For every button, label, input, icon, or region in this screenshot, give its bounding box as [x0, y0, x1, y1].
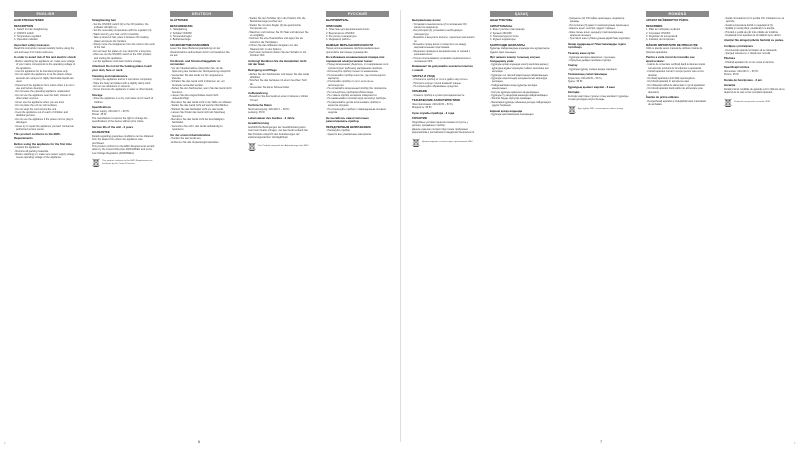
section-heading: Înainte de prima utilizare [646, 95, 679, 100]
list-item: - Wischen Sie das Gehäuse mit einem feuchten Tuch ab. [248, 79, 307, 86]
list-item: - Не используйте прибор с поврежденным сетевым шнуром. [326, 107, 386, 115]
paragraph: Электропитание: 220-240 В ~ 50 Гц [412, 103, 454, 107]
disposal-text: Produsul corespunde cerințelor CEM. [734, 100, 771, 103]
list-item: - Unpack the appliance. [14, 146, 41, 150]
list-item: - Nu înfășurați cablul de alimentare în jurul aparatului. [646, 83, 706, 87]
list-item: - Do not leave the operating appliance unattended. [14, 90, 71, 94]
section-heading: Service life of the unit - 3 years [92, 124, 134, 129]
paragraph: Мощность: 35 Вт [412, 106, 432, 110]
section-heading: Aufbewahrung [248, 90, 268, 95]
paragraph: This product conforms to the EMC-Requirements as laid down by the Council Directive 2004/108/EC and to the Low Voltage Regulation (2006/95/EC). [92, 144, 155, 155]
list-item: - Păstrați aparatul într-un loc uscat și răcoros. [724, 61, 775, 65]
list-item: - Қосулы құралды қараусыз қалдырмаңыз. [490, 90, 540, 94]
list-item: - Не наматывайте сетевой шнур на корпус прибора. [326, 97, 387, 101]
list-item: - Prindeți o șuviță de păr între plăcile de încălzire. [724, 30, 779, 34]
section-heading: ХРАНЕНИЕ [412, 89, 428, 94]
list-item: - Versuchen Sie nicht, das Gerät selbständig zu reparieren. [170, 124, 223, 132]
paragraph: Қоректену: 220-240 В ~ 50 Гц [568, 77, 602, 81]
list-item: - Құралды тек тікелей мақсатында пайдаланыңыз. [490, 73, 549, 77]
list-item: - После использования установите выключатель в положение OFF. [412, 56, 471, 64]
list-item: - Stellen Sie den Schalter (2) in die Position ON, die Betriebsanzeige leuchtet auf. [248, 17, 306, 24]
list-item: - Never try to repair the appliance yourself. Contact an authorized service center. [14, 124, 75, 131]
list-item: - Unplug the appliance and let it cool down completely. [92, 78, 153, 82]
list-item: - Do not keep the plates on one strand for a long time. [92, 49, 152, 53]
list-item: - Wickeln Sie das Netzkabel nicht um das Gerät. [170, 107, 224, 111]
paragraph: Alimentare: 220-240 V ~ 50 Hz [724, 70, 759, 74]
paragraph: Ausführliche Bedingungen der Gewährleistung kann man beim Dealer erfragen, der das Gerät verkauft hat. [248, 125, 309, 133]
text-column [646, 11, 709, 436]
list-item: - Не ставьте прибор на мягкие поверхности. [326, 94, 378, 98]
section-heading: Pentru a evita riscul de incendiu sau electrocutare: [646, 55, 695, 63]
list-item: - Құралды құрғақ, салқын жерде сақтаңыз. [568, 68, 618, 72]
list-item: - Установите выключатель (2) в положение ON, загорится индикатор. [412, 22, 468, 29]
crossed-bin-icon [724, 98, 732, 107]
paragraph: Citiți cu atenție acest manual de utilizare înainte de folosirea aparatului. [646, 47, 703, 54]
text-column [92, 11, 155, 436]
list-item: 3. Temperaturregler [170, 35, 192, 38]
list-item: - Распакуйте прибор. [326, 129, 351, 133]
list-item: 3. Temperature regulator [14, 35, 42, 38]
disposal-notice [248, 142, 311, 151]
language-header: РУССКИЙ [326, 11, 389, 17]
list-item: 4. Operation indicator [14, 38, 38, 42]
paragraph: Подробные условия гарантии можно получить у дилера, продавшего прибор. [412, 121, 468, 128]
list-item: - Set the ON/OFF switch (2) to the ON position, the indicator will light up. [92, 22, 149, 29]
list-item: - Benutzen Sie das Gerät nicht bei beschädigtem Netzkabel. [170, 117, 225, 125]
list-item: - After use set the ON/OFF switch to the OFF position and unplug the appliance. [92, 53, 152, 60]
text-column [568, 11, 631, 436]
list-item: - Benutzen Sie das Gerät nicht in der Nähe von Wasser. [170, 100, 233, 104]
paragraph: Details regarding guarantee conditions can be obtained from the dealer from whom the appliance was purchased. [92, 134, 154, 145]
list-item: - Ziehen Sie den Netzstecker, wenn Sie das Gerät nicht benutzen. [170, 87, 232, 94]
list-item: - Stellen Sie mit dem Regler (3) die gewünschte Temperatur ein. [248, 23, 301, 31]
section-heading: Не пытайтесь самостоятельно ремонтировать прибор. [326, 115, 369, 124]
page-number-left: 6 [198, 439, 201, 444]
section-heading: ТЕХНИЧЕСКИЕ ХАРАКТЕРИСТИКИ [412, 98, 460, 103]
list-item: - Waschen und trocknen Sie Ihr Haar und kämmen Sie es sorgfältig. [248, 30, 309, 38]
section-heading: ВАЖНЫЕ МЕРЫ БЕЗОПАСНОСТИ [326, 42, 374, 47]
section-heading: GUARANTEE [92, 130, 110, 135]
list-item: - Не используйте абразивные средства. [412, 85, 459, 89]
section-heading: Reinigung und Pflege [248, 68, 277, 73]
list-item: - Do not use abrasives or solvents. [92, 85, 131, 89]
list-item: - Take a strand of hair, place it between the heating plates and press the handles. [92, 36, 149, 43]
section-heading: HAIR STRAIGHTENER [14, 18, 44, 22]
paragraph: Power: 35 W [92, 113, 107, 117]
section-heading: Straightening hair [92, 18, 116, 22]
section-heading: DESCRIERE [646, 23, 663, 28]
list-item: 4. Betriebsanzeige [170, 38, 191, 42]
list-item: - Nu folosiți aparatul în apropierea apei. [646, 80, 690, 84]
section-heading: Atenție! Nu atingeți plăcile fierbinți cu pielea. [724, 38, 784, 43]
paragraph: Read this instruction manual carefully before using the unit and keep it for future reference. [14, 47, 75, 54]
list-item: - Entfernen Sie alle Verpackungsmaterialien. [170, 140, 220, 144]
section-heading: Назар аударыңыз! Пластиналарды теріге тигізбеңіз. [568, 41, 626, 50]
list-item: - Before switching on, make sure power supply voltage meets operating voltage of the appliance. [14, 152, 75, 160]
list-item: - Wipe the body and plates with a slightly damp cloth. [92, 81, 151, 85]
section-heading: Тазалау және күтім [568, 51, 595, 56]
footer-right-mark: 1 [794, 441, 796, 445]
list-item: - Nehmen Sie eine Haarsträhne und legen Sie sie zwischen die Heizplatten. [248, 37, 304, 44]
list-item: - Lassen Sie das eingeschaltete Gerät nicht unbeaufsichtigt. [170, 94, 219, 101]
section-heading: Specificații tehnice [724, 65, 750, 70]
paragraph: Stromversorgung: 220-240 V ~ 50 Hz [248, 107, 290, 111]
list-item: - Înainte de conectare verificați dacă tensiunea rețelei corespunde tensiunii de funcționare a aparatului. [646, 63, 706, 70]
list-item: - Do not wrap the cord around the unit. [14, 107, 57, 111]
paragraph: Перед использованием прибора внимательно прочитайте настоящее руководство. [326, 47, 380, 54]
disposal-text: Бұл бұйым ЭМС талаптарына сәйкес келеді. [578, 107, 624, 110]
list-item: - Отключите прибор от сети и дайте ему остыть. [412, 78, 469, 82]
page-fold [400, 10, 401, 442]
paragraph: Putere: 35 W [724, 73, 739, 77]
section-heading: Storage [92, 92, 103, 97]
paragraph: Power supply: 220-240 V ~ 50 Hz [92, 109, 130, 113]
list-item: - Не разрешайте детям использовать прибор в качестве игрушки. [326, 100, 381, 108]
section-heading: Бірінші қосар алдында [490, 108, 523, 113]
list-item: - Удалите все упаковочные материалы. [326, 132, 372, 136]
list-item: - Регулятором (3) установите необходимую температуру. [412, 29, 463, 36]
list-item: 1. Шаш түзеткіш пластиналар [490, 28, 525, 32]
disposal-text: Das Produkt entspricht den Anforderungen der EMV. [258, 145, 309, 148]
section-heading: Attention! Do not let the heating plates touch your skin, face or neck. [92, 64, 152, 73]
list-item: - Do not use the appliance near the bath, shower or other water sources. [14, 93, 71, 101]
crossed-bin-icon [568, 105, 576, 114]
section-heading: Gewährleistung [248, 121, 269, 126]
paragraph: Данное изделие соответствует всем требуемым европейским и российским стандартам безопасности. [412, 127, 475, 135]
list-item: - Do not use the appliance if the power cord or plug is damaged. [14, 117, 74, 125]
list-item: 1. Haarglättung [170, 28, 188, 32]
section-heading: ОПИСАНИЕ [326, 23, 343, 28]
list-item: 1. Пластины для выпрямления волос [326, 28, 370, 32]
list-item: 2. Қосқыш ON/OFF [490, 31, 512, 35]
text-column [248, 11, 311, 436]
list-item: - Store the appliance in a dry, cool place out of reach of children. [92, 97, 154, 104]
list-item: - Балаларға құралды ойыншық ретінде пайдалануға рұқсат бермеңіз. [490, 100, 551, 108]
list-item: - Пайдаланбаған кезде құралды желіден ажыратыңыз. [490, 83, 538, 91]
section-heading: ШАШ ТҮЗЕТКІШ [490, 18, 513, 22]
list-item: - Медленно проведите выпрямителем от корней к кончикам волос. [412, 49, 470, 57]
list-item: 4. Indicator de funcționare [646, 38, 675, 42]
paragraph: Қуаты: 35 Вт [568, 80, 583, 84]
section-heading: GLÄTTEISEN [170, 18, 188, 22]
list-item: - Führen Sie das Glätteisen langsam von den Haarwurzeln zu den Spitzen. [248, 44, 299, 51]
language-header: ENGLISH [14, 11, 77, 17]
list-item: 3. Regulator de temperatură [646, 35, 678, 38]
section-heading: ВЫПРЯМИТЕЛЬ [326, 18, 349, 22]
text-column [326, 11, 389, 436]
list-item: - Set the necessary temperature with the regulator (3). [92, 29, 153, 33]
list-item: - Verwenden Sie keine Scheuermittel. [248, 86, 290, 90]
list-item: - Vor der Inbetriebnahme überprüfen Sie, ob die Spannung des Gerätes der Netzspannung entspricht. [170, 66, 232, 74]
list-item: - Do not switch the appliance on at the places where aerosols are sprayed or highly flammable liquids are used. [14, 73, 74, 84]
crossed-bin-icon [248, 142, 256, 151]
section-heading: Срок службы прибора - 3 года [412, 110, 455, 115]
paragraph: Detalii privind condițiile de garanție pot fi obținute de la dealerul de la care a fost cumpărat aparatul. [724, 88, 785, 95]
list-item: - Ziehen Sie den Netzstecker und lassen Sie das Gerät abkühlen. [248, 72, 310, 80]
section-heading: СИПАТТАМАСЫ [490, 23, 513, 28]
list-item: - Не включайте прибор в местах, где используются аэрозоли. [326, 73, 386, 81]
list-item: - Before switching the appliance on, make sure voltage of your mains corresponds to the operating voltage of the appliance. [14, 59, 76, 70]
list-item: - Deconectați aparatul și lăsați-l să se răcească. [724, 48, 778, 52]
list-item: - Шаш талын алып, қыздыру пластиналарының арасына салыңыз. [568, 30, 624, 38]
list-item: - Отключайте прибор от сети, если он не используется. [326, 80, 374, 87]
list-item: - Реттегішпен (3) қажетті температураны орнатыңыз. [568, 23, 630, 27]
list-item: 2. Выключатель ON/OFF [326, 31, 355, 35]
paragraph: Das Produkt entspricht den Anforderungen der elektromagnetischen Verträglichkeit. [248, 132, 300, 139]
list-item: - Перед включением убедитесь, что напряжение сети соответствует рабочему напряжению прибора. [326, 63, 389, 70]
list-item: - Deplasați încet aparatul de la rădăcini spre vârfuri. [724, 34, 782, 38]
list-item: 3. Регулятор температуры [326, 35, 357, 38]
section-heading: Technische Daten [248, 103, 272, 108]
list-item: 1. Switch for hair straightening [14, 28, 48, 32]
section-heading: Құралдың қызмет мерзімі - 3 жыл [568, 84, 616, 89]
list-item: - Remove all packing materials. [14, 149, 49, 153]
section-heading: ҚАУІПСІЗДІК ШАРАЛАРЫ [490, 42, 526, 47]
list-item: 1. Plăci de îndreptare a părului [646, 28, 681, 32]
list-item: - Ștergeți carcasa cu o cârpă ușor umedă. [724, 52, 771, 56]
list-item: - Keep the appliance out of reach of children and disabled persons. [14, 110, 68, 118]
list-item: - Nu folosiți aparatul dacă cablul de alimentare este deteriorat. [646, 87, 703, 94]
list-item: - Verwenden Sie das Gerät nur für vorgesehene Zwecke. [170, 73, 224, 81]
disposal-notice [92, 158, 155, 167]
list-item: - Вымойте и высушите волосы, тщательно расчешите их. [412, 36, 475, 43]
list-item: - Nu lăsați aparatul pornit fără supraveghere. [646, 77, 696, 81]
disposal-notice [724, 98, 787, 107]
section-heading: ПЕРЕД ПЕРВЫМ ВКЛЮЧЕНИЕМ [326, 124, 371, 129]
page-number-right: 7 [600, 439, 603, 444]
list-item: - Используйте прибор только по назначению. [326, 70, 379, 74]
list-item: - Құралды аэрозольдар қолданылатын жерлерде қоспаңыз. [490, 77, 548, 84]
section-heading: Внимание! Не допускайте контакта пластин с кожей. [412, 64, 473, 73]
list-item: 4. Жұмыс индикаторы [490, 38, 516, 42]
list-item: - Түзеткішті шаш түбінен ұшына қарай баяу жүргізіңіз. [568, 37, 631, 41]
list-item: - Құралды қаптамасынан шығарыңыз. [490, 113, 535, 117]
list-item: - Шашты жуып, кептіріп, мұқият тараңыз. [568, 27, 616, 31]
section-heading: ГАРАНТИЯ [412, 116, 427, 121]
footer-left-mark: 1 [4, 441, 6, 445]
paragraph: Кепілдік шарттары туралы толық мәліметті құралды сатқан дилерден алуға болады. [568, 95, 629, 102]
disposal-notice [412, 138, 475, 147]
list-item: - Nach dem Gebrauch stellen Sie den Schalter in die Position OFF. [248, 51, 307, 58]
paragraph: Құралды пайдаланудың алдында осы нұсқаулықты мұқият оқып шығыңыз. [490, 47, 550, 54]
list-item: 3. Температура реттегіш [490, 35, 519, 38]
list-item: - Wash and dry your hair, comb it carefully. [92, 32, 140, 36]
section-heading: SICHERHEITSMASSNAHMEN [170, 42, 210, 47]
section-heading: Техникалық сипаттамалары [568, 72, 608, 77]
list-item: - Disconnect the appliance from mains when it is not in use and before cleaning. [14, 83, 75, 91]
language-header: ҚАЗАҚ [490, 11, 553, 17]
list-item: - Не пользуйтесь прибором вблизи воды. [326, 90, 374, 94]
section-heading: Durata de funcționare - 3 ani [724, 77, 762, 82]
section-heading: Сақтау [568, 63, 578, 68]
section-heading: Important safety measures [14, 42, 50, 47]
language-header: ROMÂNĂ [646, 11, 709, 17]
crossed-bin-icon [92, 158, 100, 167]
list-item: - Packen Sie das Gerät aus. [170, 137, 202, 141]
section-heading: Во избежание возникновения пожара или поражения электрическим током: [326, 55, 385, 63]
disposal-text: This product conforms to the EMC-Requirements as laid down by the Council Directive. [102, 159, 153, 165]
list-item: - Храните прибор в сухом прохладном месте. [412, 94, 465, 98]
list-item: - Use the appliance for its intended purpose only. [14, 70, 69, 74]
text-column [14, 11, 77, 436]
section-heading: In order to avoid risk of fire and electric shock: [14, 55, 77, 60]
section-heading: Выпрямление волос [412, 18, 441, 22]
section-heading: Garanție [724, 83, 736, 88]
text-column [490, 11, 553, 436]
list-item: - Құралды қосар алдында электр желісінің кернеуі құралдың жұмыс кернеуіне сәйкес келетініне көз жеткізіңіз. [490, 63, 549, 74]
list-item: - Құралды су көздерінің жанында пайдаланбаңыз. [490, 94, 549, 98]
list-item: - Желілік бауды корпусқа орамаңыз. [490, 97, 532, 101]
disposal-notice [568, 105, 631, 114]
section-heading: ЧИСТКА И УХОД [412, 73, 435, 78]
disposal-text: Данное изделие соответствует требованиям ЭМС. [422, 140, 474, 143]
list-item: - Slowly move the straightener from the roots to the ends of the hair. [92, 43, 155, 50]
list-item: - Never immerse the appliance in water or other liquids. [92, 88, 154, 92]
list-item: - Stellen Sie das Gerät nicht auf weiche Oberflächen. [170, 104, 229, 108]
section-heading: Өрт немесе электр тогының соғуын болдырмау үшін: [490, 55, 540, 63]
list-item: - Despachetați aparatul și îndepărtați toate materialele de ambalare. [646, 99, 707, 107]
section-heading: Кепілдік [568, 90, 580, 95]
list-item: - Lassen Sie Kinder das Gerät nicht als Spielzeug benutzen. [170, 111, 226, 118]
list-item: - Never use the appliance when you are tired. [14, 100, 65, 104]
list-item: - Құралды желіден ажыратып, суытыңыз. [568, 55, 616, 59]
list-item: - Folosiți aparatul numai în scopul pentru care a fost destinat. [646, 70, 704, 77]
language-header: DEUTSCH [170, 11, 233, 17]
section-heading: Before using the appliance for the first time [14, 141, 72, 146]
list-item: - Не оставляйте включенный прибор без присмотра. [326, 87, 388, 91]
section-heading: DESCRIPTION [14, 23, 34, 28]
text-column [724, 11, 787, 436]
section-heading: This product conforms to the EMC-Requirements. [14, 132, 61, 140]
section-heading: Um Brand- und Stromschlaggefahr zu vermeiden: [170, 58, 221, 67]
section-heading: MĂSURI IMPORTANTE DE PRECAUȚIE [646, 42, 698, 47]
text-column [170, 11, 233, 436]
paragraph: Lesen Sie diese Bedienungsanleitung vor der Inbetriebnahme aufmerksam durch und bewahren Sie sie auf. [170, 47, 230, 58]
list-item: - Протрите корпус слегка влажной тканью. [412, 81, 462, 85]
section-heading: Specifications [92, 105, 111, 110]
crossed-bin-icon [412, 138, 420, 147]
list-item: - Setați temperatura dorită cu regulatorul (3). [724, 23, 774, 27]
list-item: - Spălați și uscați părul, pieptănați-l cu atenție. [724, 27, 775, 31]
section-heading: Curățare și întreținere [724, 44, 754, 49]
section-heading: APARAT DE ÎNDREPTAT PĂRUL [646, 18, 689, 22]
list-item: 2. ON/OFF switch [14, 31, 34, 35]
section-heading: Cleaning and maintenance [92, 73, 128, 78]
list-item: 2. Schalter ON/OFF [170, 31, 193, 35]
list-item: - Schalten Sie das Gerät nicht in Räumen ein, wo Aerosole verwendet werden. [170, 80, 225, 87]
paragraph: Leistung: 35 W [248, 111, 265, 115]
list-item: 2. Comutator ON/OFF [646, 31, 671, 35]
list-item: - Setați comutatorul (2) în poziția ON, indicatorul se va aprinde. [724, 17, 785, 24]
section-heading: BESCHREIBUNG [170, 23, 193, 28]
list-item: 4. Индикатор работы [326, 38, 351, 42]
section-heading: Lebensdauer des Gerätes - 3 Jahre [248, 115, 295, 120]
list-item: - Do not place the unit on soft surfaces. [14, 104, 58, 108]
section-heading: Achtung! Berühren Sie die Heizplatten nicht mit der Haut. [248, 58, 307, 67]
list-item: - Корпусын дымқыл матамен сүртіңіз. [568, 59, 612, 63]
list-item: - Возьмите прядь волос и поместите её между нагревательными пластинами. [412, 43, 467, 50]
paragraph: The manufacturer reserves the right to change the specifications of the device without prior notice. [92, 116, 148, 124]
list-item: - Bewahren Sie das Gerät an einem trockenen, kühlen Ort auf. [248, 95, 309, 102]
section-heading: Păstrare [724, 56, 736, 61]
list-item: - Қосқышты (2) ON күйіне орнатыңыз, индикатор жанады. [568, 17, 625, 24]
text-column [412, 11, 475, 436]
section-heading: Vor der ersten Inbetriebnahme [170, 132, 211, 137]
list-item: - Let the appliance cool down before storage. [92, 60, 143, 64]
